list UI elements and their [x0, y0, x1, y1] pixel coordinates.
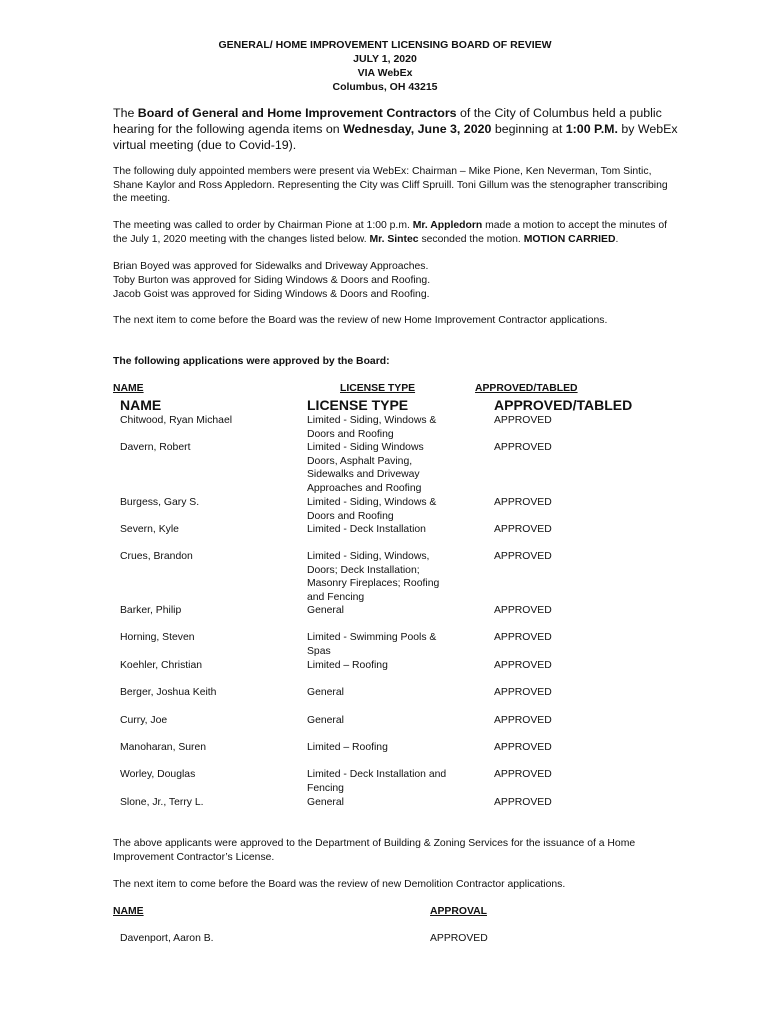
table-row-license — [307, 604, 487, 618]
license-line: General — [307, 687, 344, 698]
intro-text-2: of the City of Columbus held a public hearing for the following agenda items on — [113, 106, 662, 136]
license-line: Doors, Asphalt Paving, — [307, 455, 413, 467]
table-header-name-small: NAME — [113, 383, 144, 394]
header-title: GENERAL/ HOME IMPROVEMENT LICENSING BOARD OF REVIEW — [218, 39, 552, 51]
table-header-name: NAME — [120, 397, 162, 413]
table-row-name: Worley, Douglas — [120, 769, 196, 780]
table-row-license — [307, 741, 487, 755]
table-row-status: APPROVED — [494, 415, 552, 426]
table-row-name: Koehler, Christian — [120, 660, 203, 671]
meeting-seconder: Mr. Sintec — [369, 233, 419, 245]
intro-text-4: by WebEx virtual meeting (due to Covid-19). — [113, 122, 678, 152]
header-venue: VIA WebEx — [357, 67, 413, 79]
table-header-license-small: LICENSE TYPE — [340, 383, 416, 394]
table-row-license — [307, 796, 487, 810]
table-row-name: Crues, Brandon — [120, 551, 193, 562]
table-row-name: Davern, Robert — [120, 442, 191, 453]
license-line: General — [307, 605, 344, 616]
table-row-license — [307, 768, 487, 795]
applicants-note: The above applicants were approved to the Department of Building & Zoning Services for the issuance of a Home Improvement Contractor’s License. — [113, 838, 636, 863]
table-row-name: Barker, Philip — [120, 605, 182, 616]
meeting-text-2: made a motion to accept the minutes of the July 1, 2020 meeting with the changes listed below. — [113, 220, 668, 245]
table-row-name: Burgess, Gary S. — [120, 497, 200, 508]
license-line: Limited - Siding Windows — [307, 442, 424, 453]
table-row-status: APPROVED — [494, 524, 552, 535]
header-location: Columbus, OH 43215 — [332, 81, 438, 93]
license-line: Limited - Deck Installation — [307, 524, 426, 535]
table-row-name: Chitwood, Ryan Michael — [120, 415, 233, 426]
table-header-license: LICENSE TYPE — [307, 397, 409, 413]
meeting-text-1: The meeting was called to order by Chairman Pione at 1:00 p.m. — [113, 220, 413, 231]
table-row-name: Severn, Kyle — [120, 524, 179, 535]
next-item-paragraph: The next item to come before the Board was the review of new Home Improvement Contractor applications. — [113, 315, 608, 326]
demolition-row-name: Davenport, Aaron B. — [120, 933, 214, 944]
table-row-license — [307, 686, 487, 700]
license-line: General — [307, 715, 344, 726]
table-row-license — [307, 550, 487, 604]
table-row-status: APPROVED — [494, 442, 552, 453]
approved-heading: The following applications were approved by the Board: — [113, 356, 390, 367]
meeting-paragraph — [113, 219, 681, 246]
table-header-approved: APPROVED/TABLED — [494, 397, 633, 413]
license-line: Limited - Siding, Windows & — [307, 497, 437, 508]
license-line: and Fencing — [307, 591, 365, 603]
demolition-header-name: NAME — [113, 906, 144, 917]
table-row-status: APPROVED — [494, 797, 552, 808]
table-row-license — [307, 414, 487, 441]
table-row-status: APPROVED — [494, 742, 552, 753]
meeting-line: Brian Boyed was approved for Sidewalks and Driveway Approaches. — [113, 261, 429, 272]
intro-text-1: The — [113, 106, 138, 120]
table-row-license — [307, 631, 487, 658]
intro-board-name: Board of General and Home Improvement Contractors — [137, 106, 457, 120]
table-row-status: APPROVED — [494, 605, 552, 616]
license-line: General — [307, 797, 344, 808]
table-row-name: Curry, Joe — [120, 715, 168, 726]
license-line: Sidewalks and Driveway — [307, 469, 420, 481]
motion-carried: MOTION CARRIED — [523, 233, 616, 245]
table-row-status: APPROVED — [494, 497, 552, 508]
license-line: Limited - Siding, Windows, — [307, 551, 430, 562]
meeting-motion-maker: Mr. Appledorn — [412, 220, 483, 231]
table-row-license — [307, 659, 487, 673]
table-row-status: APPROVED — [494, 687, 552, 698]
table-row-name: Horning, Steven — [120, 632, 195, 643]
next-item-demolition: The next item to come before the Board was the review of new Demolition Contractor applications. — [113, 879, 566, 890]
meeting-text-3: seconded the motion. — [418, 233, 524, 245]
table-header-approved-small: APPROVED/TABLED — [475, 383, 578, 394]
demolition-header-approval: APPROVAL — [430, 906, 487, 917]
intro-paragraph — [113, 105, 681, 153]
intro-date: Wednesday, June 3, 2020 — [343, 122, 492, 136]
table-row-name: Manoharan, Suren — [120, 742, 207, 753]
license-line: Limited – Roofing — [307, 742, 388, 753]
table-row-status: APPROVED — [494, 660, 552, 671]
table-row-status: APPROVED — [494, 715, 552, 726]
license-line: Fencing — [307, 782, 344, 794]
license-line: Masonry Fireplaces; Roofing — [307, 578, 440, 590]
demolition-row-status: APPROVED — [430, 933, 488, 944]
table-row-license — [307, 714, 487, 728]
meeting-line: Jacob Goist was approved for Siding Windows & Doors and Roofing. — [113, 289, 430, 300]
license-line: Doors and Roofing — [307, 510, 394, 522]
header-date: JULY 1, 2020 — [353, 53, 417, 65]
table-row-license — [307, 441, 487, 495]
table-row-status: APPROVED — [494, 551, 552, 562]
license-line: Limited - Siding, Windows & — [307, 415, 437, 426]
meeting-text-4: . — [615, 233, 619, 245]
license-line: Limited - Deck Installation and — [307, 769, 447, 780]
table-row-name: Berger, Joshua Keith — [120, 687, 217, 698]
members-paragraph: The following duly appointed members were present via WebEx: Chairman – Mike Pione, Ken Neverman, Tom Sintic, Shane Kaylor and Ross Appledorn. Representing the City was Cliff Spruill. Toni Gillum was the stenographer transcribing the meeting. — [113, 166, 668, 205]
license-line: Approaches and Roofing — [307, 482, 422, 494]
license-line: Limited - Swimming Pools & — [307, 632, 437, 643]
meeting-line: Toby Burton was approved for Siding Windows & Doors and Roofing. — [113, 275, 431, 286]
intro-time: 1:00 P.M. — [565, 122, 618, 136]
intro-text-3: beginning at — [491, 122, 566, 136]
table-row-status: APPROVED — [494, 632, 552, 643]
table-row-license — [307, 496, 487, 523]
license-line: Doors and Roofing — [307, 428, 394, 440]
table-row-name: Slone, Jr., Terry L. — [120, 797, 204, 808]
license-line: Limited – Roofing — [307, 660, 388, 671]
table-row-status: APPROVED — [494, 769, 552, 780]
license-line: Doors; Deck Installation; — [307, 564, 420, 576]
table-row-license — [307, 523, 487, 537]
license-line: Spas — [307, 645, 331, 657]
